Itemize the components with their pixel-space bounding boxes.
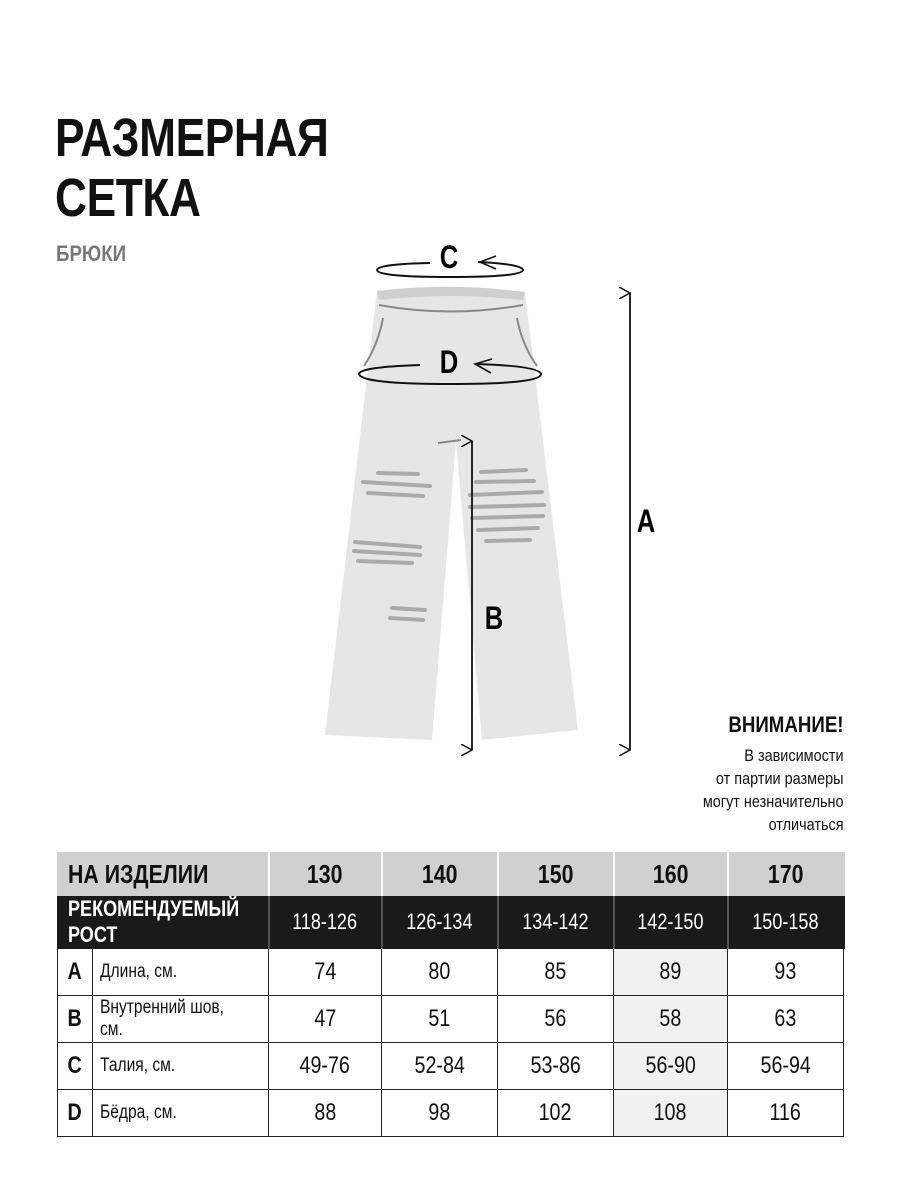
- label-a: A: [636, 504, 656, 540]
- measure-letter: C: [67, 1052, 83, 1079]
- measure-name: Длина, см.: [100, 961, 178, 982]
- table-row: [58, 996, 844, 1043]
- measure-value: 47: [314, 1005, 336, 1032]
- size-cell: [614, 853, 728, 896]
- measure-value: 56-90: [645, 1052, 696, 1079]
- measure-value: 63: [774, 1005, 797, 1032]
- measure-value: 85: [544, 958, 567, 985]
- size-value: 140: [421, 858, 458, 889]
- value-cell: [269, 1090, 382, 1137]
- sizes-row: [58, 853, 844, 896]
- value-cell: [614, 1090, 728, 1137]
- value-cell: [728, 996, 844, 1043]
- value-cell: [382, 996, 498, 1043]
- notice-heading: ВНИМАНИЕ!: [728, 712, 844, 737]
- height-cell: [269, 896, 382, 949]
- waist-measure-c: [377, 240, 523, 277]
- value-cell: [382, 1090, 498, 1137]
- table-row: [58, 949, 844, 996]
- value-cell: [382, 1043, 498, 1090]
- value-cell: [498, 996, 614, 1043]
- title-line-1: РАЗМЕРНАЯ: [55, 108, 329, 168]
- label-d: D: [439, 345, 459, 381]
- measure-value: 102: [539, 1099, 572, 1126]
- table-row: [58, 1090, 844, 1137]
- measure-value: 116: [769, 1099, 802, 1126]
- height-value: 142-150: [637, 909, 704, 934]
- measure-value: 98: [428, 1099, 451, 1126]
- notice-line: могут незначительно: [703, 792, 844, 811]
- measure-value: 51: [428, 1005, 451, 1032]
- value-cell: [498, 1090, 614, 1137]
- height-value: 126-134: [406, 909, 473, 934]
- value-cell: [269, 996, 382, 1043]
- height-cell: [728, 896, 844, 949]
- subtitle: БРЮКИ: [56, 241, 127, 266]
- value-cell: [498, 1043, 614, 1090]
- measure-letter-cell: [58, 1043, 93, 1090]
- measure-name: Талия, см.: [100, 1055, 176, 1076]
- measure-value: 49-76: [299, 1052, 351, 1079]
- size-value: 170: [767, 858, 804, 889]
- measure-name-cell: [93, 949, 269, 996]
- notice-line: отличаться: [769, 815, 844, 834]
- height-cell: [382, 896, 498, 949]
- measure-value: 108: [654, 1099, 687, 1126]
- size-label: НА ИЗДЕЛИИ: [68, 858, 209, 889]
- height-cell: [614, 896, 728, 949]
- length-arrow-a: [630, 293, 655, 750]
- size-value: 160: [652, 858, 689, 889]
- height-row: [58, 896, 844, 949]
- size-cell: [728, 853, 844, 896]
- size-cell: [269, 853, 382, 896]
- size-value: 150: [537, 858, 574, 889]
- measure-name-cell: [93, 1043, 269, 1090]
- measure-letter: B: [67, 1005, 83, 1032]
- measure-value: 53-86: [530, 1052, 581, 1079]
- measure-value: 56-94: [760, 1052, 811, 1079]
- measure-letter-cell: [58, 996, 93, 1043]
- measure-value: 74: [314, 958, 336, 985]
- size-cell: [382, 853, 498, 896]
- height-label-cell: [58, 896, 269, 949]
- title-line-2: СЕТКА: [55, 168, 201, 228]
- notice: [678, 712, 844, 836]
- value-cell: [614, 996, 728, 1043]
- value-cell: [498, 949, 614, 996]
- label-c: C: [439, 240, 459, 276]
- measure-name: Бёдра, см.: [100, 1102, 177, 1123]
- value-cell: [614, 949, 728, 996]
- measure-value: 89: [659, 958, 682, 985]
- measure-value: 58: [659, 1005, 682, 1032]
- measure-letter: D: [67, 1099, 83, 1126]
- measure-name-cell: [93, 996, 269, 1043]
- measure-letter-cell: [58, 949, 93, 996]
- notice-line: В зависимости: [744, 746, 844, 765]
- measure-name-cell: [93, 1090, 269, 1137]
- measure-letter: A: [67, 958, 83, 985]
- size-value: 130: [307, 858, 343, 889]
- measure-letter-cell: [58, 1090, 93, 1137]
- height-value: 134-142: [522, 909, 589, 934]
- table-row: [58, 1043, 844, 1090]
- value-cell: [728, 949, 844, 996]
- value-cell: [269, 1043, 382, 1090]
- value-cell: [269, 949, 382, 996]
- height-cell: [498, 896, 614, 949]
- measure-name: Внутренний шов, см.: [100, 997, 224, 1040]
- measure-value: 80: [428, 958, 451, 985]
- measure-value: 52-84: [414, 1052, 465, 1079]
- height-value: 118-126: [292, 909, 358, 934]
- value-cell: [728, 1090, 844, 1137]
- notice-line: от партии размеры: [716, 769, 844, 788]
- value-cell: [728, 1043, 844, 1090]
- height-label: РЕКОМЕНДУЕМЫЙ РОСТ: [68, 896, 240, 947]
- measure-value: 93: [774, 958, 797, 985]
- measure-value: 88: [314, 1099, 336, 1126]
- size-label-cell: [58, 853, 269, 896]
- value-cell: [382, 949, 498, 996]
- measure-value: 56: [544, 1005, 567, 1032]
- label-b: B: [484, 601, 504, 637]
- size-table: [57, 852, 845, 1137]
- size-cell: [498, 853, 614, 896]
- height-value: 150-158: [752, 909, 819, 934]
- value-cell: [614, 1043, 728, 1090]
